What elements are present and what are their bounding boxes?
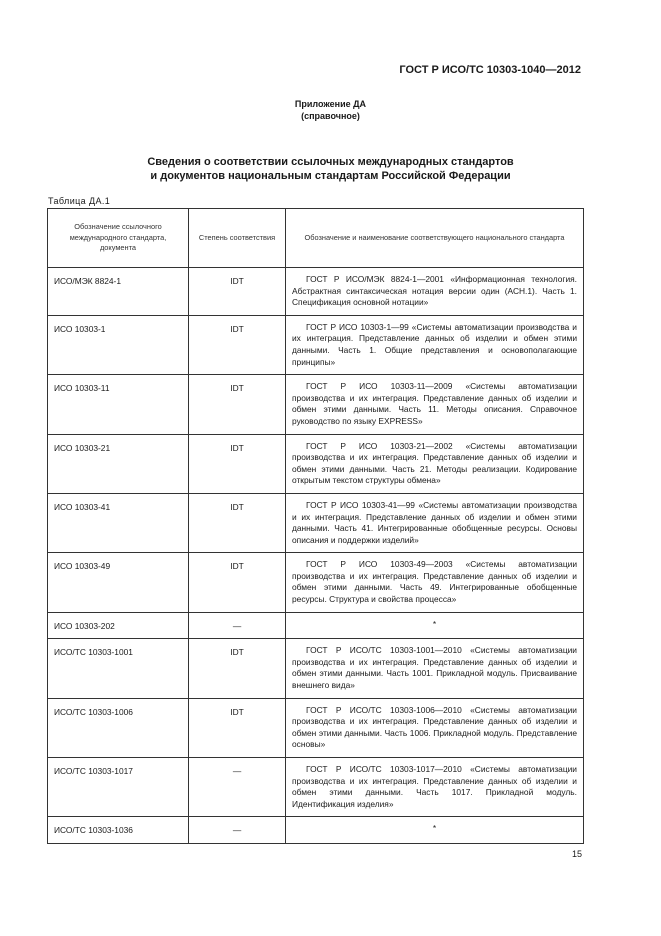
international-standard-cell: ИСО 10303-1 [48,315,189,374]
national-standard-cell [286,493,584,552]
national-standard-cell [286,553,584,612]
degree-cell: IDT [189,315,286,374]
table-row [48,315,584,374]
national-standard-cell: * [286,817,584,844]
standard-id: ГОСТ Р ИСО/ТС 10303-1040—2012 [399,64,581,76]
national-standard-text: ГОСТ Р ИСО 10303-1—99 «Системы автоматизации производства и их интеграция. Представление данных об изделии и обмен этими данными. Часть 1. Общие представления и основополагающие принципы» [292,321,577,367]
national-standard-cell [286,698,584,757]
degree-cell: IDT [189,493,286,552]
correspondence-table [47,208,584,844]
national-standard-cell: * [286,612,584,639]
table-row [48,553,584,612]
degree-cell: — [189,817,286,844]
document-title-line-1: Сведения о соответствии ссылочных международных стандартов [147,156,514,168]
appendix-heading [0,98,661,122]
international-standard-cell: ИСО 10303-49 [48,553,189,612]
degree-cell: IDT [189,268,286,316]
table-row [48,639,584,698]
national-standard-text: ГОСТ Р ИСО/ТС 10303-1006—2010 «Системы автоматизации производства и их интеграция. Представление данных об изделии и обмен этими данными. Часть 1006. Прикладной модуль. Представление основы» [292,704,577,750]
page-number: 15 [571,849,582,859]
international-standard-cell: ИСО/ТС 10303-1006 [48,698,189,757]
national-standard-cell [286,758,584,817]
national-standard-text: ГОСТ Р ИСО 10303-21—2002 «Системы автоматизации производства и их интеграция. Представление данных об изделии и обмен этими данными. Часть 21. Методы реализации. Кодирование открытым текстом структуры обмена» [292,440,577,486]
degree-cell: — [189,758,286,817]
table-row [48,375,584,434]
degree-cell: IDT [189,639,286,698]
appendix-title: Приложение ДА [294,99,367,109]
international-standard-cell: ИСО/ТС 10303-1017 [48,758,189,817]
national-standard-cell [286,434,584,493]
international-standard-cell: ИСО 10303-202 [48,612,189,639]
international-standard-cell: ИСО 10303-21 [48,434,189,493]
national-standard-text: ГОСТ Р ИСО/ТС 10303-1017—2010 «Системы автоматизации производства и их интеграция. Представление данных об изделии и обмен этими данными. Часть 1017. Прикладной модуль. Идентификация изделия» [292,764,577,809]
national-standard-cell [286,268,584,316]
column-header-national-standard: Обозначение и наименование соответствующего национального стандарта [286,209,584,268]
national-standard-text: ГОСТ Р ИСО/ТС 10303-1001—2010 «Системы автоматизации производства и их интеграция. Представление данных об изделии и обмен этими данными. Часть 1001. Прикладной модуль. Присваивание внешнего вида» [292,645,577,691]
table-row [48,758,584,817]
national-standard-cell [286,315,584,374]
table-row [48,268,584,316]
degree-cell: — [189,612,286,639]
table-row [48,698,584,757]
national-standard-cell [286,639,584,698]
international-standard-cell: ИСО/МЭК 8824-1 [48,268,189,316]
international-standard-cell: ИСО 10303-41 [48,493,189,552]
international-standard-cell: ИСО 10303-11 [48,375,189,434]
international-standard-cell: ИСО/ТС 10303-1001 [48,639,189,698]
appendix-subtitle: (справочное) [301,111,360,121]
table-row [48,817,584,844]
national-standard-cell [286,375,584,434]
document-title-line-2: и документов национальным стандартам Российской Федерации [150,170,511,182]
degree-cell: IDT [189,434,286,493]
document-title [0,155,661,183]
national-standard-text: ГОСТ Р ИСО 10303-41—99 «Системы автоматизации производства и их интеграция. Представление данных об изделии и обмен этими данными. Часть 41. Интегрированные обобщенные ресурсы. Основы описания и поддержки изделий» [292,499,577,545]
table-row [48,493,584,552]
national-standard-text: ГОСТ Р ИСО/МЭК 8824-1—2001 «Информационная технология. Абстрактная синтаксическая нотация версии один (АСН.1). Часть 1. Спецификация основной нотации» [292,274,577,308]
national-standard-text: ГОСТ Р ИСО 10303-49—2003 «Системы автоматизации производства и их интеграция. Представление данных об изделии и обмен этими данными. Часть 49. Интегрированные обобщенные ресурсы. Структура и свойства процесса» [292,559,577,605]
table-label: Таблица ДА.1 [48,196,111,206]
degree-cell: IDT [189,375,286,434]
column-header-international-standard: Обозначение ссылочного международного стандарта, документа [48,209,189,268]
degree-cell: IDT [189,553,286,612]
column-header-degree: Степень соответствия [189,209,286,268]
table-row [48,612,584,639]
national-standard-text: ГОСТ Р ИСО 10303-11—2009 «Системы автоматизации производства и их интеграция. Представление данных об изделии и обмен этими данными. Часть 11. Методы описания. Справочное руководство по языку EXPRESS» [292,381,577,426]
degree-cell: IDT [189,698,286,757]
table-header-row [48,209,584,268]
international-standard-cell: ИСО/ТС 10303-1036 [48,817,189,844]
table-row [48,434,584,493]
